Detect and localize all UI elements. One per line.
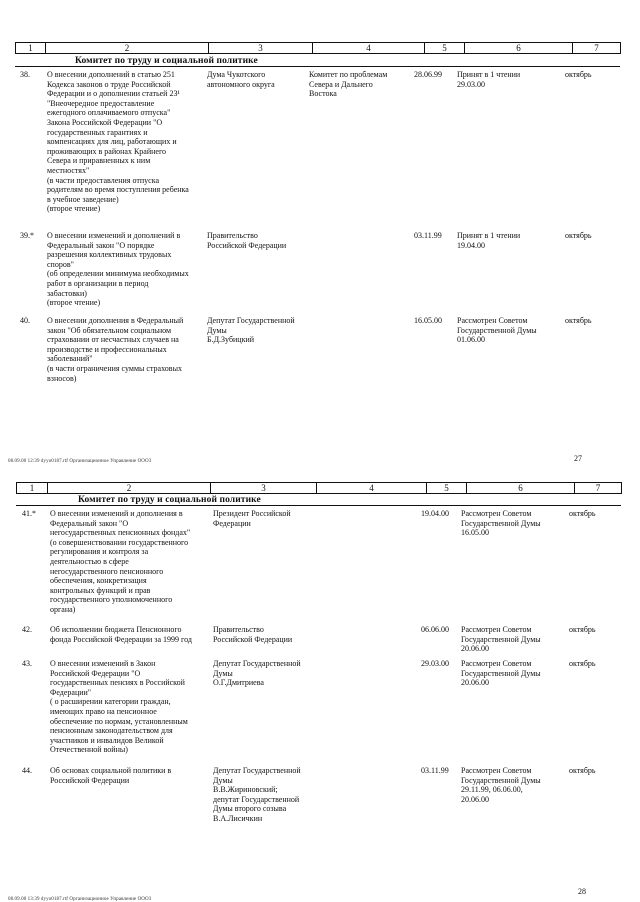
- column-number-header: [16, 482, 622, 494]
- submission-date: 16.05.00: [414, 316, 442, 325]
- bill-status: Рассмотрен Советом Государственной Думы 29.11.99, 06.06.00, 20.06.00: [461, 766, 541, 804]
- column-number: 2: [48, 483, 211, 494]
- column-number: 5: [425, 43, 465, 54]
- submission-date: 03.11.99: [421, 766, 449, 775]
- row-number: 40.: [20, 316, 30, 325]
- row-number: 38.: [20, 70, 30, 79]
- column-number: 4: [313, 43, 425, 54]
- column-number: 5: [427, 483, 467, 494]
- row-number: 42.: [22, 625, 32, 634]
- row-number: 41.*: [22, 509, 36, 518]
- submission-date: 28.06.99: [414, 70, 442, 79]
- submission-date: 29.03.00: [421, 659, 449, 668]
- committee-heading: Комитет по труду и социальной политике: [78, 495, 261, 505]
- page-footer: 08.09.00 12:39 dyyo0187.rtf Организационное Управление ООО3: [8, 459, 152, 464]
- column-number: 6: [467, 483, 575, 494]
- column-number: 1: [17, 483, 48, 494]
- bill-title: О внесении дополнений в статью 251 Кодекса законов о труде Российской Федерации и о дополнении статьей 23¹ "Внеочередное предоставление ежегодного оплачиваемого отпуска" Закона Российской Федерации "О государственных гарантиях и компенсациях для лиц, работающих и проживающих в районах Крайнего Севера и приравненных к ним местностях" (в части предоставления отпуска родителям во время поступления ребенка в учебное заведение) (второе чтение): [47, 70, 189, 214]
- page-number: 27: [574, 454, 582, 463]
- divider: [15, 66, 620, 67]
- page-footer: 08.09.00 13:39 dyyo0187.rtf Организационное Управление ООО3: [8, 897, 152, 902]
- bill-author: Правительство Российской Федерации: [213, 625, 293, 644]
- column-number: 3: [211, 483, 317, 494]
- divider: [16, 505, 621, 506]
- bill-status: Принят в 1 чтении 29.03.00: [457, 70, 521, 89]
- scheduled-month: октябрь: [565, 70, 592, 79]
- bill-status: Рассмотрен Советом Государственной Думы 16.05.00: [461, 509, 541, 538]
- column-number: 2: [46, 43, 209, 54]
- co-committee: Комитет по проблемам Севера и Дальнего Востока: [309, 70, 388, 99]
- bill-title: О внесении изменений и дополнения в Федеральный закон "О негосударственных пенсионных фондах" (о совершенствовании государственного регулирования и контроля за деятельностью в сфере негосударственного пенсионного обеспечения, конкретизация контрольных функций и прав государственного уполномоченного органа): [50, 509, 191, 614]
- submission-date: 06.06.00: [421, 625, 449, 634]
- bill-author: Дума Чукотского автономного округа: [207, 70, 275, 89]
- bill-author: Президент Российской Федерации: [213, 509, 291, 528]
- bill-title: Об основах социальной политики в Российской Федерации: [50, 766, 172, 785]
- bill-status: Рассмотрен Советом Государственной Думы 20.06.00: [461, 659, 541, 688]
- scheduled-month: октябрь: [569, 766, 596, 775]
- column-number: 4: [317, 483, 427, 494]
- column-number: 7: [573, 43, 621, 54]
- bill-title: Об исполнении бюджета Пенсионного фонда Российской Федерации за 1999 год: [50, 625, 192, 644]
- scheduled-month: октябрь: [565, 316, 592, 325]
- bill-author: Правительство Российской Федерации: [207, 231, 287, 250]
- column-number: 1: [16, 43, 46, 54]
- bill-status: Рассмотрен Советом Государственной Думы 01.06.00: [457, 316, 537, 345]
- bill-title: О внесении изменений в Закон Российской Федерации "О государственных пенсиях в Российской Федерации" ( о расширении категории граждан, имеющих право на пенсионное обеспечение по нормам, установленным пенсионным законодательством для участников и инвалидов Великой Отечественной войны): [50, 659, 188, 755]
- bill-status: Рассмотрен Советом Государственной Думы 20.06.00: [461, 625, 541, 654]
- bill-author: Депутат Государственной Думы О.Г.Дмитриева: [213, 659, 301, 688]
- bill-title: О внесении дополнения в Федеральный закон "Об обязательном социальном страховании от несчастных случаев на производстве и профессиональных заболеваний" (в части ограничения суммы страховых взносов): [47, 316, 184, 383]
- submission-date: 03.11.99: [414, 231, 442, 240]
- committee-heading: Комитет по труду и социальной политике: [75, 56, 258, 66]
- row-number: 44.: [22, 766, 32, 775]
- row-number: 39.*: [20, 231, 34, 240]
- scheduled-month: октябрь: [569, 509, 596, 518]
- column-number: 6: [465, 43, 573, 54]
- submission-date: 19.04.00: [421, 509, 449, 518]
- scheduled-month: октябрь: [569, 625, 596, 634]
- row-number: 43.: [22, 659, 32, 668]
- document-page-28: [0, 468, 640, 900]
- bill-title: О внесении изменений и дополнений в Федеральный закон "О порядке разрешения коллективных трудовых споров" (об определении минимума необходимых работ в организации в период забастовки) (второе чтение): [47, 231, 189, 308]
- bill-author: Депутат Государственной Думы В.В.Жириновский; депутат Государственной Думы второго созыва В.А.Лисичкин: [213, 766, 301, 823]
- bill-author: Депутат Государственной Думы Б.Д.Зубицкий: [207, 316, 295, 345]
- column-number: 3: [209, 43, 313, 54]
- scheduled-month: октябрь: [569, 659, 596, 668]
- scheduled-month: октябрь: [565, 231, 592, 240]
- page-number: 28: [578, 887, 586, 896]
- column-number-header: [15, 42, 621, 54]
- bill-status: Принят в 1 чтении 19.04.00: [457, 231, 521, 250]
- column-number: 7: [575, 483, 622, 494]
